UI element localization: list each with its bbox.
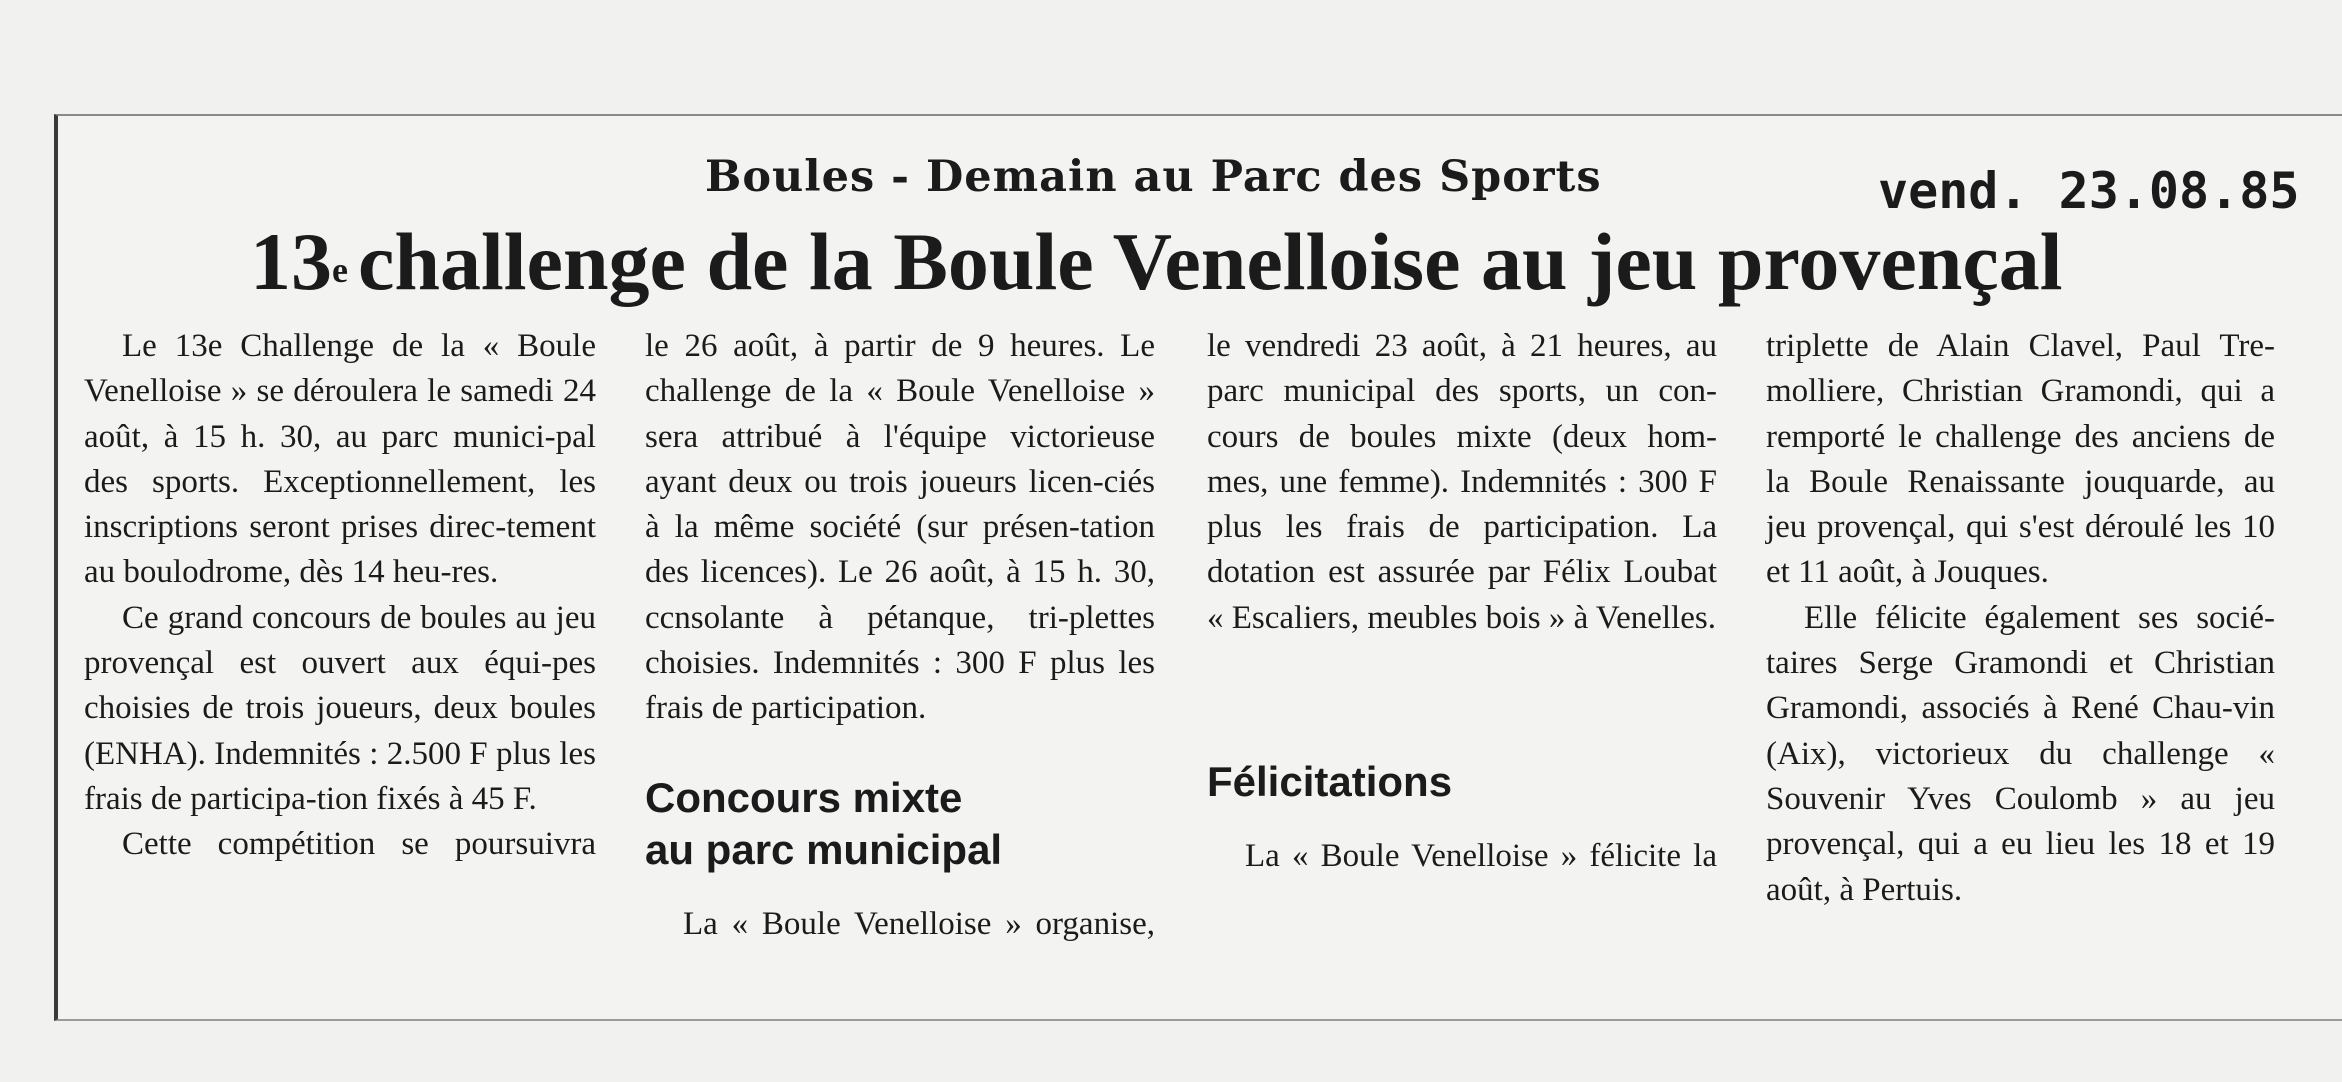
subheading-line: au parc municipal — [645, 825, 1003, 873]
date-stamp: vend. 23.08.85 — [1878, 162, 2300, 220]
paragraph: le vendredi 23 août, à 21 heures, au parc municipal des sports, un con-cours de boules mixte (deux hom-mes, une femme). Indemnités : 300 F plus les frais de participation. La dotation est assurée par Félix Loubat « Escaliers, meubles bois » à Venelles. — [1207, 328, 1717, 636]
paragraph: Ce grand concours de boules au jeu provençal est ouvert aux équi-pes choisies de trois joueurs, deux boules (ENHA). Indemnités : 2.500 F plus les frais de participa-tion fixés à 45 F. — [84, 599, 596, 817]
paragraph: triplette de Alain Clavel, Paul Tre-molliere, Christian Gramondi, qui a remporté le challenge des anciens de la Boule Renaissante jouquarde, au jeu provençal, qui s'est déroulé les 10 et 11 août, à Jouques. — [1766, 328, 2275, 591]
article-kicker: Boules - Demain au Parc des Sports — [705, 152, 1602, 202]
paragraph: La « Boule Venelloise » organise, — [683, 905, 1155, 942]
paragraph: Cette compétition se poursuivra — [122, 826, 596, 863]
article-headline — [250, 212, 2063, 312]
paragraph: le 26 août, à partir de 9 heures. Le challenge de la « Boule Venelloise » sera attribué à l'équipe victorieuse ayant deux ou trois joueurs licen-ciés à la même société (sur présen-tation des licences). Le 26 août, à 15 h. 30, ccnsolante à pétanque, tri-plettes choisies. Indemnités : 300 F plus les frais de participation. — [645, 328, 1155, 727]
article-column-4 — [1766, 324, 2275, 913]
headline-text: challenge de la Boule Venelloise au jeu provençal — [357, 216, 2063, 307]
paragraph: Le 13e Challenge de la « Boule Venelloise » se déroulera le samedi 24 août, à 15 h. 30, au parc munici-pal des sports. Exceptionnellement, les inscriptions seront prises direc-tement au boulodrome, dès 14 heu-res. — [84, 328, 596, 591]
headline-ordinal: e — [332, 250, 348, 290]
subheading-felicitations: Félicitations — [1207, 758, 1453, 806]
headline-number: 13 — [250, 216, 332, 307]
paragraph: Elle félicite également ses socié-taires Serge Gramondi et Christian Gramondi, associés à René Chau-vin (Aix), victorieux du challenge « Souvenir Yves Coulomb » au jeu provençal, qui a eu lieu les 18 et 19 août, à Pertuis. — [1766, 599, 2275, 908]
article-column-3 — [1207, 324, 1717, 879]
article-column-2 — [645, 324, 1155, 947]
subheading-concours-mixte — [645, 772, 1155, 876]
paragraph: La « Boule Venelloise » félicite la — [1245, 838, 1717, 875]
article-column-1 — [84, 324, 596, 868]
subheading-line: Concours mixte — [645, 773, 963, 821]
